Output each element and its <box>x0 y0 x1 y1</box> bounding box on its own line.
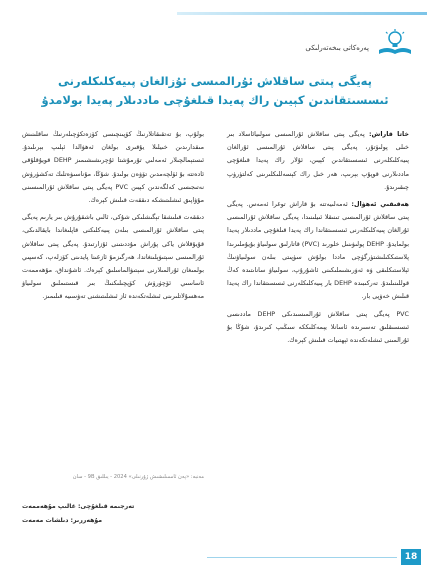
header-stripe <box>177 12 427 15</box>
translator-credit: تەرجىمە قىلغۇچى: غالىپ مۇھەممەت <box>22 503 135 510</box>
page-number: 18 <box>401 549 421 565</box>
section-label: پەرەكاتى بىخەتەرلىكى <box>305 44 369 52</box>
paragraph-advice: دىققەت قىلىشقا تېگىشلىكى شۇكى، ئالىي باشقۇرۇش بىر يارىم پەيگى پىتى ساقلاش ئۇرالمىسى بىلەن پىيەكلىكنى قاپلىغاندا بايقالدىكى، قۇيۇقلاش ياكى پۇراش مۇددىتىنى ئۇزارتىدۇ. پەيگى پىتى ساقلاش ئۇرالمىسى سېتىۋېلىنغاندا، ھەرگىزمۇ ئازغىنا پايدىنى كۆزلەپ، كەسپىي بولمىغان ئۇرالمىلارنى سېتىۋالماسلىق كېرەك. ئاشۇنداق، مۇھەممەت ئاساسىي ئۆچۈرۈش كۆپچىلىكنىڭ بىر قىستىملىق سولىياۋ مەھسۇلاتلىرىنى ئىشلەتكەندە ئاز ئىشلىتىشنى تەۋسىيە قىلىمىز. <box>22 213 204 301</box>
paragraph-research: بولۇپ، بۇ تەتقىقاتلارنىڭ كۆپىنچىسى كۆزەتكۈچىلەرنىڭ ساقلىنىش مىقدارىدىن خىيلىلا يۇقىرى بولغان ئەھۋالدا ئېلىپ بېرىلىدۇ. ئىستېمالچىلار ئەمەلىي تۇرمۇشتا ئۇچرىشىشىمىز DEHP قويۇقلۇقى ئادەتتە بۇ ئۆلچەمدىن تۆۋەن بولىدۇ. شۇڭا، مۇناسىۋەتلىك تەكشۈرۈش نەتىجىسى كەلگەندىن كېيىن PVC پەيگى پىتى ساقلاش ئۇرالمىسىنى مۇۋاپىق ئىشلىتىشكە دىققەت قىلىش كېرەك. <box>22 130 205 205</box>
right-column <box>227 128 409 351</box>
left-column <box>22 128 204 308</box>
paragraph-fact: ھەقىقىي ئەھۋال: ئەمەلىيەتتە بۇ قاراش توغرا ئەمەس. پەيگى پىتى ساقلاش ئۇرالمىسى تىنىقلا ئىيلىنىدا، پەيگى ساقلاش ئۇرالمىسى ئۇرالغان پىيەكلىكلەرنى ئىسسىتقاندا راك پەيدا قىلغۇچى ماددىلار پەيدا بولمايدۇ. DEHP پولىۋىنىل خلورىد (PVC) قاتارلىق سولىياۋ بۇيۇملىرىدا پلاستىككىلىشتۈرگۈچى ماددا بولۇش سۈپىتى بىلەن سولىياۋنىڭ ئېلاستىكلىقى ۋە ئەۋرىشىملىكىنى ئاشۇرۇپ، سولىياۋ ساناىتىدە كەڭ قوللىنىلىدۇ. تەركىبىدە DEHP بار پىيەكلىكلەرنى ئىسسىتقاندا راك پەيدا قىلىش خەۋپى بار. <box>227 200 409 301</box>
footer-rule <box>207 557 397 558</box>
credits <box>22 500 204 528</box>
paragraph-misconception: خاتا قاراش: پەيگى پىتى ساقلاش ئۇرالمىسى سولىيائاسلاد بىر خىلى پولىۆتۇر، پەيگى پىتى ساقلاش ئۇرالمىسى ئۇرالغان پىيەكلىكلەرنى ئىسسىتقاندىن كېيىن، ئۇلار راك پەيدا قىلغۇچى ماددىلارنى قوپۇپ بېرىپ، ھەر خىل راك كېسەللىكلىرىنى كەلتۈرۈپ چىقىرىدۇ. <box>227 130 409 191</box>
paragraph-pvc: PVC پەيگى پىتى ساقلاش ئۇرالمىسىدىكى DEHP ماددىسى ئىسسىقلىق تەسىرىدە ئاسانلا يېمەكلىككە سىڭىپ كىرىدۇ، شۇڭا بۇ ئۇرالمىنى ئىشلەتكەندە ئېھتىيات قىلىش كېرەك. <box>227 309 410 345</box>
editor-credit: مۇھەررىر: دىلشات مەمەت <box>22 517 103 524</box>
article-title: پەيگى پىتى ساقلاش ئۇرالمىسى ئۇزالغان پىيەكلىكلەرنى ئىسسىتقاندىن كېيىن راك پەيدا قىلغۇچى ماددىلار پەيدا بولامدۇ <box>41 74 389 107</box>
source-note: مەنبە: «پەن ئاممىلىشىش ژۇرنىلى» 2024 - يىللىق 9B - سان <box>72 474 204 480</box>
lightbulb-book-icon <box>375 28 415 56</box>
